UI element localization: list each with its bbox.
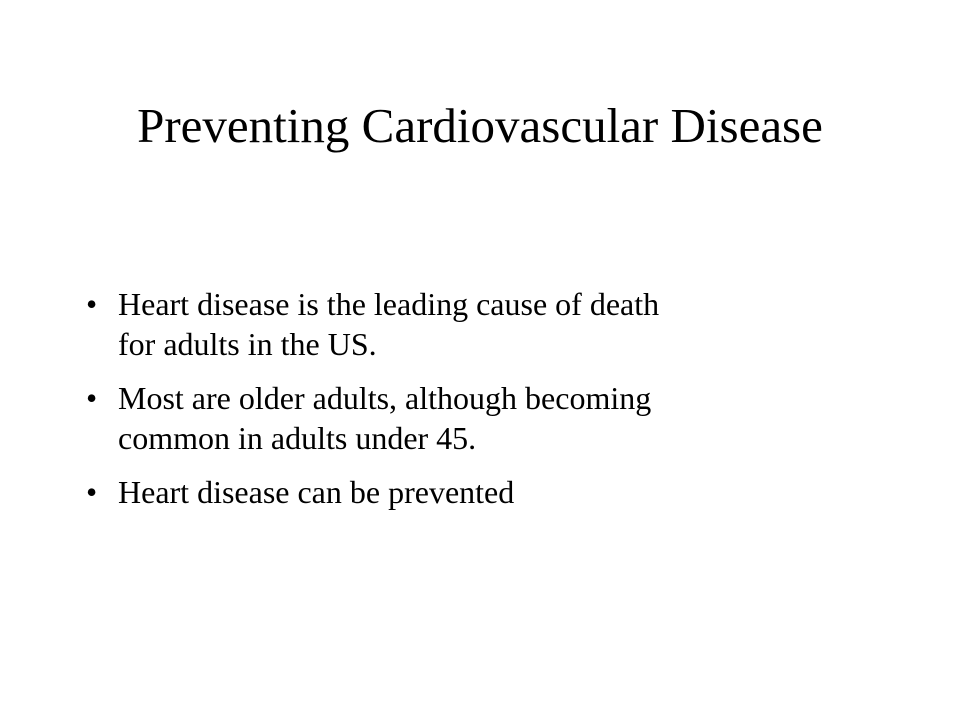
bullet-2-line-2: common in adults under 45. — [118, 420, 477, 456]
bullet-item-2 — [86, 378, 886, 458]
slide-title: Preventing Cardiovascular Disease — [137, 98, 823, 153]
bullet-dot-icon: • — [86, 474, 98, 510]
bullet-3-line-1: Heart disease can be prevented — [118, 474, 515, 510]
bullet-1-line-2: for adults in the US. — [118, 326, 377, 362]
bullet-2-line-1: Most are older adults, although becoming — [118, 380, 652, 416]
bullet-list — [86, 284, 886, 526]
bullet-item-1 — [86, 284, 886, 364]
bullet-1-line-1: Heart disease is the leading cause of death — [118, 286, 660, 322]
bullet-item-3 — [86, 472, 886, 512]
bullet-dot-icon: • — [86, 286, 98, 322]
bullet-dot-icon: • — [86, 380, 98, 416]
